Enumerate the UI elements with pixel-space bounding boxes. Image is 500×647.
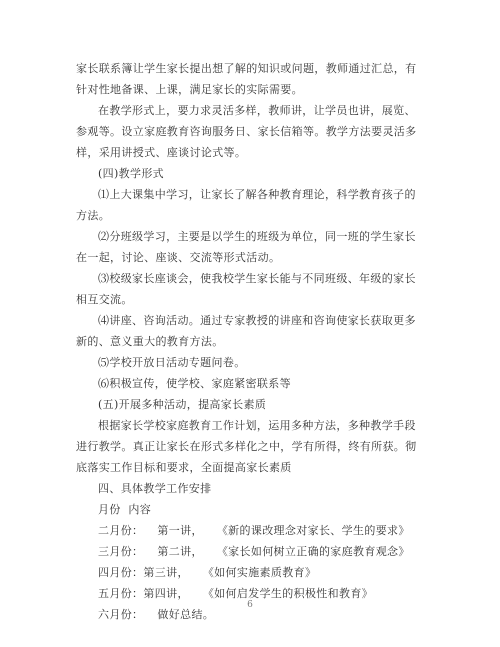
schedule-month: 六月份： xyxy=(98,608,144,621)
section-heading-schedule: 四、具体教学工作安排 xyxy=(98,482,212,495)
page-number: 6 xyxy=(247,600,253,610)
schedule-topic: 《如何启发学生的积极性和教育》 xyxy=(202,587,374,600)
schedule-topic: 《家长如何树立正确的家庭教育观念》 xyxy=(216,545,410,558)
schedule-row xyxy=(76,541,426,562)
paragraph-activities: 根据家长学校家庭教育工作计划，运用多种方法，多种教学手段进行教学。真正让家长在形式多样化之中，学有所得，终有所获。彻底落实工作目标和要求，全面提高家长素质 xyxy=(76,419,417,474)
schedule-row xyxy=(76,520,426,541)
section-heading-5: (五)开展多种活动，提高家长素质 xyxy=(98,398,267,411)
list-item-2: ⑵分班级学习，主要是以学生的班级为单位，同一班的学生家长在一起，讨论、座谈、交流等形式活动。 xyxy=(76,230,416,264)
list-item-1: ⑴上大课集中学习，让家长了解各种教育理论，科学教育孩子的方法。 xyxy=(76,188,416,222)
schedule-lecture: 第三讲， xyxy=(143,566,189,579)
schedule-lecture: 第二讲， xyxy=(157,545,203,558)
list-item-4: ⑷讲座、咨询活动。通过专家教授的讲座和咨询使家长获取更多新的、意义重大的教育方法。 xyxy=(76,314,416,348)
paragraph-teaching-format: 在教学形式上，要力求灵活多样，教师讲，让学员也讲，展览、参观等。设立家庭教育咨询服务日、家长信箱等。教学方法要灵活多样，采用讲授式、座谈讨论式等。 xyxy=(76,104,417,159)
schedule-topic: 《新的课改理念对家长、学生的要求》 xyxy=(216,524,410,537)
schedule-row xyxy=(76,562,426,583)
section-heading-4: (四)教学形式 xyxy=(98,167,165,180)
paragraph-intro: 家长联系簿让学生家长提出想了解的知识或问题，教师通过汇总，有针对性地备课、上课，满足家长的实际需要。 xyxy=(76,62,417,96)
schedule-month: 五月份： xyxy=(98,587,144,600)
schedule-topic: 《如何实施素质教育》 xyxy=(202,566,317,579)
list-item-3: ⑶校级家长座谈会，使我校学生家长能与不同班级、年级的家长相互交流。 xyxy=(76,272,416,306)
schedule-lecture: 第一讲， xyxy=(157,524,203,537)
schedule-lecture: 第四讲， xyxy=(143,587,189,600)
list-item-6: ⑹积极宣传，使学校、家庭紧密联系等 xyxy=(98,377,291,390)
schedule-lecture: 做好总结。 xyxy=(157,608,215,621)
body-text xyxy=(76,58,426,625)
schedule-month: 四月份： xyxy=(98,566,144,579)
schedule-month: 三月份： xyxy=(98,545,144,558)
list-item-5: ⑸学校开放日活动专题问卷。 xyxy=(98,356,246,369)
schedule-month: 二月份： xyxy=(98,524,144,537)
schedule-header: 月份 内容 xyxy=(98,503,152,516)
